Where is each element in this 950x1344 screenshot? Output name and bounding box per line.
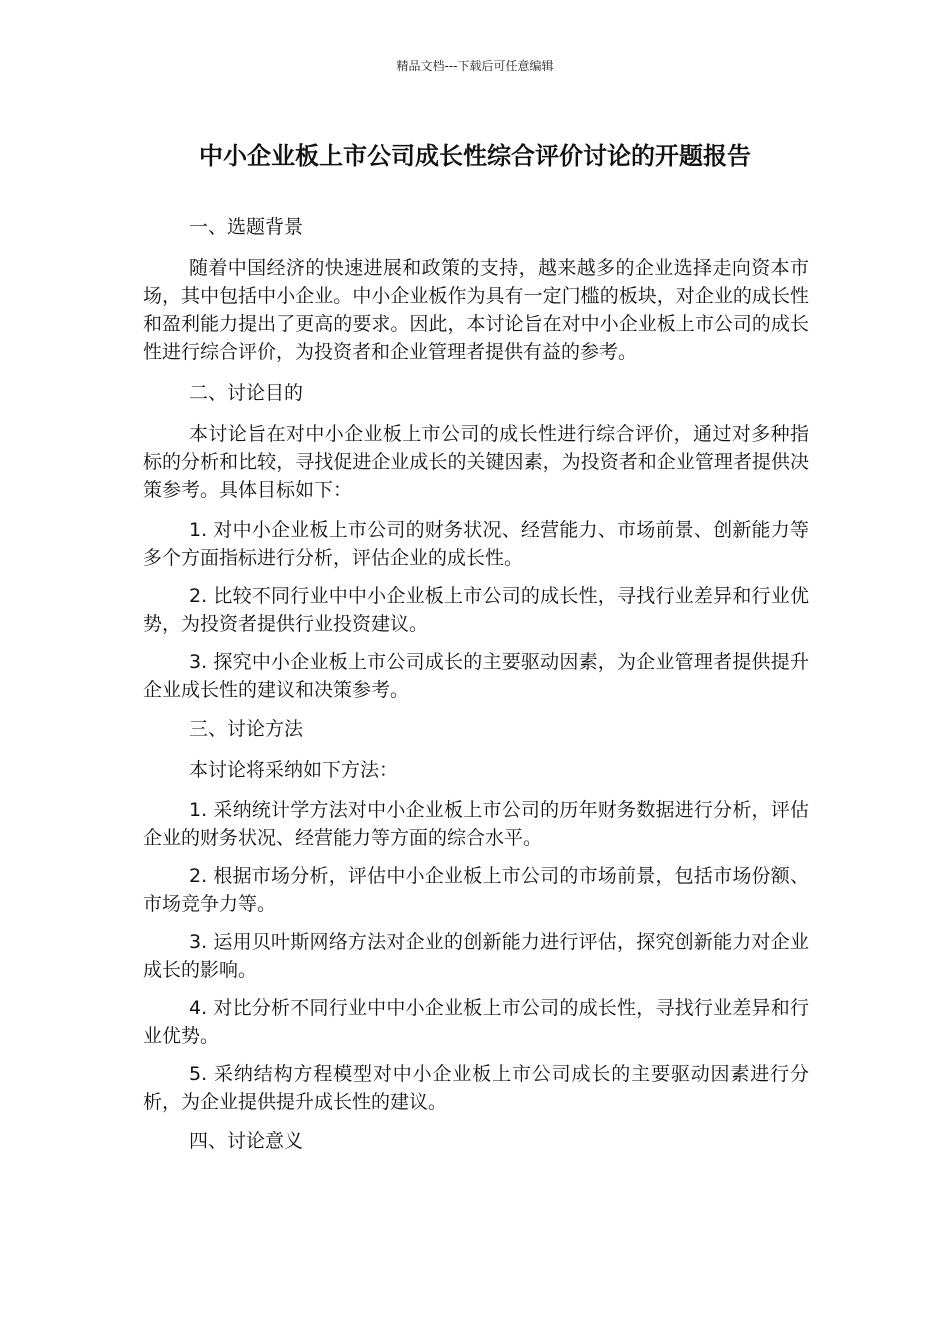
paragraph-background: 随着中国经济的快速进展和政策的支持，越来越多的企业选择走向资本市场，其中包括中小企业。中小企业板作为具有一定门槛的板块，对企业的成长性和盈利能力提出了更高的要求。因此，本讨论旨在对中小企业板上市公司的成长性进行综合评价，为投资者和企业管理者提供有益的参考。 (143, 257, 809, 363)
list-item-method-2: 2. 根据市场分析，评估中小企业板上市公司的市场前景，包括市场份额、市场竞争力等。 (143, 865, 809, 915)
header-note: 精品文档---下载后可任意编辑 (396, 59, 554, 73)
paragraph-purpose-intro: 本讨论旨在对中小企业板上市公司的成长性进行综合评价，通过对多种指标的分析和比较，寻找促进企业成长的关键因素，为投资者和企业管理者提供决策参考。具体目标如下： (143, 423, 809, 501)
section-heading-purpose: 二、讨论目的 (189, 382, 304, 404)
list-item-method-4: 4. 对比分析不同行业中中小企业板上市公司的成长性，寻找行业差异和行业优势。 (143, 997, 809, 1047)
list-item-purpose-1: 1. 对中小企业板上市公司的财务状况、经营能力、市场前景、创新能力等多个方面指标进行分析，评估企业的成长性。 (143, 519, 809, 569)
list-item-method-3: 3. 运用贝叶斯网络方法对企业的创新能力进行评估，探究创新能力对企业成长的影响。 (143, 931, 809, 981)
document-body (143, 212, 809, 1168)
document-title: 中小企业板上市公司成长性综合评价讨论的开题报告 (199, 142, 751, 170)
section-heading-background: 一、选题背景 (189, 216, 304, 238)
section-heading-method: 三、讨论方法 (189, 718, 304, 740)
list-item-purpose-2: 2. 比较不同行业中中小企业板上市公司的成长性，寻找行业差异和行业优势，为投资者提供行业投资建议。 (143, 585, 809, 635)
list-item-method-1: 1. 采纳统计学方法对中小企业板上市公司的历年财务数据进行分析，评估企业的财务状况、经营能力等方面的综合水平。 (143, 799, 809, 849)
paragraph-method-intro: 本讨论将采纳如下方法： (189, 759, 399, 781)
list-item-purpose-3: 3. 探究中小企业板上市公司成长的主要驱动因素，为企业管理者提供提升企业成长性的建议和决策参考。 (143, 651, 809, 701)
list-item-method-5: 5. 采纳结构方程模型对中小企业板上市公司成长的主要驱动因素进行分析，为企业提供提升成长性的建议。 (143, 1063, 809, 1113)
section-heading-significance: 四、讨论意义 (189, 1130, 304, 1152)
